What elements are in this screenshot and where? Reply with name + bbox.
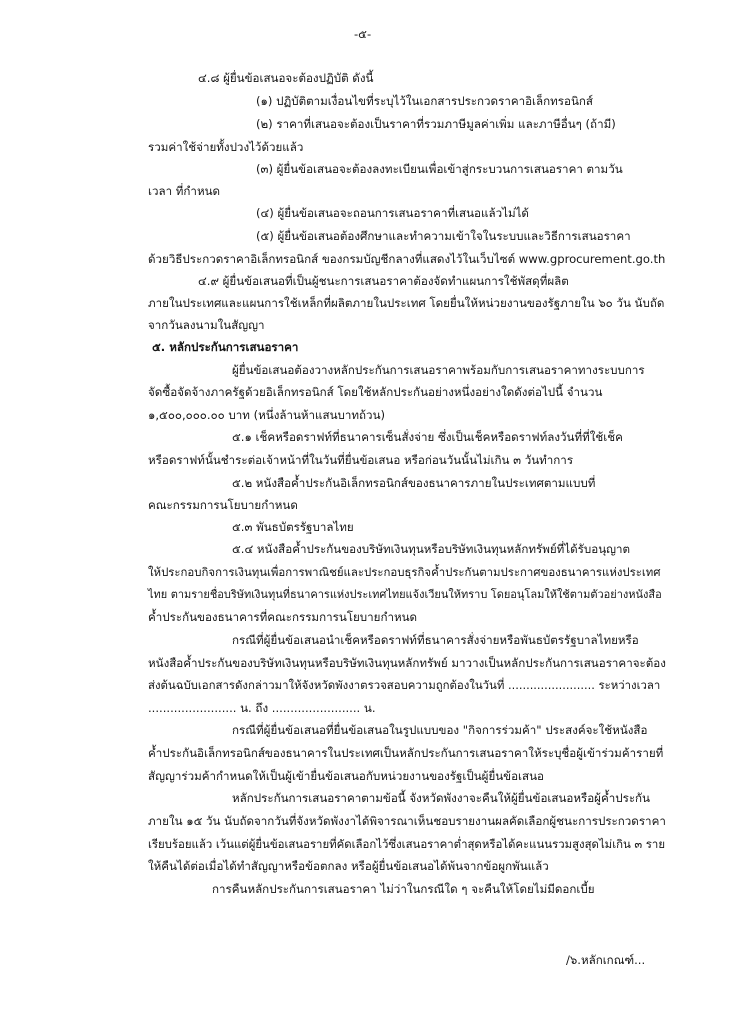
- clause-4-8-3-cont: เวลา ที่กำหนด: [148, 184, 221, 198]
- section-5-heading: ๕. หลักประกันการเสนอราคา: [152, 340, 299, 354]
- paragraph-cheque-case-cont-1: หนังสือค้ำประกันของบริษัทเงินทุนหรือบริษัทเงินทุนหลักทรัพย์ มาวางเป็นหลักประกันการเสนอราคาจะต้อง: [148, 656, 666, 670]
- paragraph-no-interest: การคืนหลักประกันการเสนอราคา ไม่ว่าในกรณีใด ๆ จะคืนให้โดยไม่มีดอกเบี้ย: [212, 882, 595, 896]
- footer-continuation: /๖.หลักเกณฑ์...: [566, 953, 646, 967]
- clause-4-8-2: (๒) ราคาที่เสนอจะต้องเป็นราคาที่รวมภาษีมูลค่าเพิ่ม และภาษีอื่นๆ (ถ้ามี): [256, 117, 616, 131]
- clause-4-8-4: (๔) ผู้ยื่นข้อเสนอจะถอนการเสนอราคาที่เสนอแล้วไม่ได้: [256, 206, 529, 220]
- section-5-intro-cont-2: ๑,๕๐๐,๐๐๐.๐๐ บาท (หนึ่งล้านห้าแสนบาทถ้วน): [148, 408, 386, 422]
- page-number: -๕-: [354, 27, 372, 41]
- clause-5-2-cont: คณะกรรมการนโยบายกำหนด: [148, 498, 298, 512]
- clause-5-4-cont-2: ไทย ตามรายชื่อบริษัทเงินทุนที่ธนาคารแห่งประเทศไทยแจ้งเวียนให้ทราบ โดยอนุโลมให้ใช้ตามตัวอย่างหนังสือ: [148, 588, 662, 601]
- clause-4-8-5-cont: ด้วยวิธีประกวดราคาอิเล็กทรอนิกส์ ของกรมบัญชีกลางที่แสดงไว้ในเว็บไซต์ www.gprocurement.go.th: [148, 252, 666, 266]
- clause-4-9-cont-2: จากวันลงนามในสัญญา: [148, 318, 265, 332]
- paragraph-joint-venture: กรณีที่ผู้ยื่นข้อเสนอที่ยื่นข้อเสนอในรูปแบบของ "กิจการร่วมค้า" ประสงค์จะใช้หนังสือ: [232, 723, 648, 737]
- clause-5-4: ๕.๔ หนังสือค้ำประกันของบริษัทเงินทุนหรือบริษัทเงินทุนหลักทรัพย์ที่ได้รับอนุญาต: [232, 542, 631, 556]
- paragraph-joint-venture-cont-1: ค้ำประกันอิเล็กทรอนิกส์ของธนาคารในประเทศเป็นหลักประกันการเสนอราคาให้ระบุชื่อผู้เข้าร่วมค้ารายที่: [148, 746, 664, 760]
- clause-5-1: ๕.๑ เช็คหรือดราฟท์ที่ธนาคารเซ็นสั่งจ่าย ซึ่งเป็นเช็คหรือดราฟท์ลงวันที่ที่ใช้เช็ค: [232, 430, 623, 444]
- clause-5-1-cont: หรือดราฟท์นั้นชำระต่อเจ้าหน้าที่ในวันที่ยื่นข้อเสนอ หรือก่อนวันนั้นไม่เกิน ๓ วันทำการ: [148, 453, 574, 467]
- clause-4-8-3: (๓) ผู้ยื่นข้อเสนอจะต้องลงทะเบียนเพื่อเข้าสู่กระบวนการเสนอราคา ตามวัน: [256, 162, 623, 176]
- clause-5-4-cont-1: ให้ประกอบกิจการเงินทุนเพื่อการพาณิชย์และประกอบธุรกิจค้ำประกันตามประกาศของธนาคารแห่งประเทศ: [148, 565, 661, 579]
- paragraph-cheque-case-cont-2: ส่งต้นฉบับเอกสารดังกล่าวมาให้จังหวัดพังงาตรวจสอบความถูกต้องในวันที่ ........................ ระหว่างเวลา: [148, 678, 661, 692]
- section-5-intro: ผู้ยื่นข้อเสนอต้องวางหลักประกันการเสนอราคาพร้อมกับการเสนอราคาทางระบบการ: [232, 363, 645, 377]
- paragraph-cheque-case: กรณีที่ผู้ยื่นข้อเสนอนำเช็คหรือดราฟท์ที่ธนาคารสั่งจ่ายหรือพันธบัตรรัฐบาลไทยหรือ: [232, 633, 639, 647]
- clause-4-8-2-cont: รวมค่าใช้จ่ายทั้งปวงไว้ด้วยแล้ว: [148, 140, 304, 154]
- paragraph-joint-venture-cont-2: สัญญาร่วมค้ากำหนดให้เป็นผู้เข้ายื่นข้อเสนอกับหน่วยงานของรัฐเป็นผู้ยื่นข้อเสนอ: [148, 769, 544, 783]
- paragraph-cheque-case-cont-3: ........................ น. ถึง ........................ น.: [148, 701, 376, 715]
- clause-4-9: ๔.๙ ผู้ยื่นข้อเสนอที่เป็นผู้ชนะการเสนอราคาต้องจัดทำแผนการใช้พัสดุที่ผลิต: [198, 274, 569, 288]
- paragraph-return: หลักประกันการเสนอราคาตามข้อนี้ จังหวัดพังงาจะคืนให้ผู้ยื่นข้อเสนอหรือผู้ค้ำประกัน: [232, 791, 650, 805]
- clause-5-3: ๕.๓ พันธบัตรรัฐบาลไทย: [232, 520, 354, 534]
- clause-5-2: ๕.๒ หนังสือค้ำประกันอิเล็กทรอนิกส์ของธนาคารภายในประเทศตามแบบที่: [232, 476, 596, 490]
- paragraph-return-cont-1: ภายใน ๑๕ วัน นับถัดจากวันที่จังหวัดพังงาได้พิจารณาเห็นชอบรายงานผลคัดเลือกผู้ชนะการประกวดราคา: [148, 814, 666, 828]
- clause-4-8-1: (๑) ปฏิบัติตามเงื่อนไขที่ระบุไว้ในเอกสารประกวดราคาอิเล็กทรอนิกส์: [256, 94, 593, 108]
- section-5-intro-cont-1: จัดซื้อจัดจ้างภาครัฐด้วยอิเล็กทรอนิกส์ โดยใช้หลักประกันอย่างหนึ่งอย่างใดดังต่อไปนี้ จำนวน: [148, 385, 603, 399]
- clause-4-8-5: (๕) ผู้ยื่นข้อเสนอต้องศึกษาและทำความเข้าใจในระบบและวิธีการเสนอราคา: [256, 229, 631, 243]
- paragraph-return-cont-3: ให้คืนได้ต่อเมื่อได้ทำสัญญาหรือข้อตกลง หรือผู้ยื่นข้อเสนอได้พ้นจากข้อผูกพันแล้ว: [148, 859, 549, 873]
- clause-5-4-cont-3: ค้ำประกันของธนาคารที่คณะกรรมการนโยบายกำหนด: [148, 610, 418, 624]
- paragraph-return-cont-2: เรียบร้อยแล้ว เว้นแต่ผู้ยื่นข้อเสนอรายที่คัดเลือกไว้ซึ่งเสนอราคาต่ำสุดหรือได้คะแนนรวมสูงสุดไม่เกิน ๓ ราย: [148, 837, 665, 851]
- clause-4-8: ๔.๘ ผู้ยื่นข้อเสนอจะต้องปฏิบัติ ดังนี้: [198, 71, 374, 85]
- clause-4-9-cont-1: ภายในประเทศและแผนการใช้เหล็กที่ผลิตภายในประเทศ โดยยื่นให้หน่วยงานของรัฐภายใน ๖๐ วัน นับถัด: [148, 296, 665, 310]
